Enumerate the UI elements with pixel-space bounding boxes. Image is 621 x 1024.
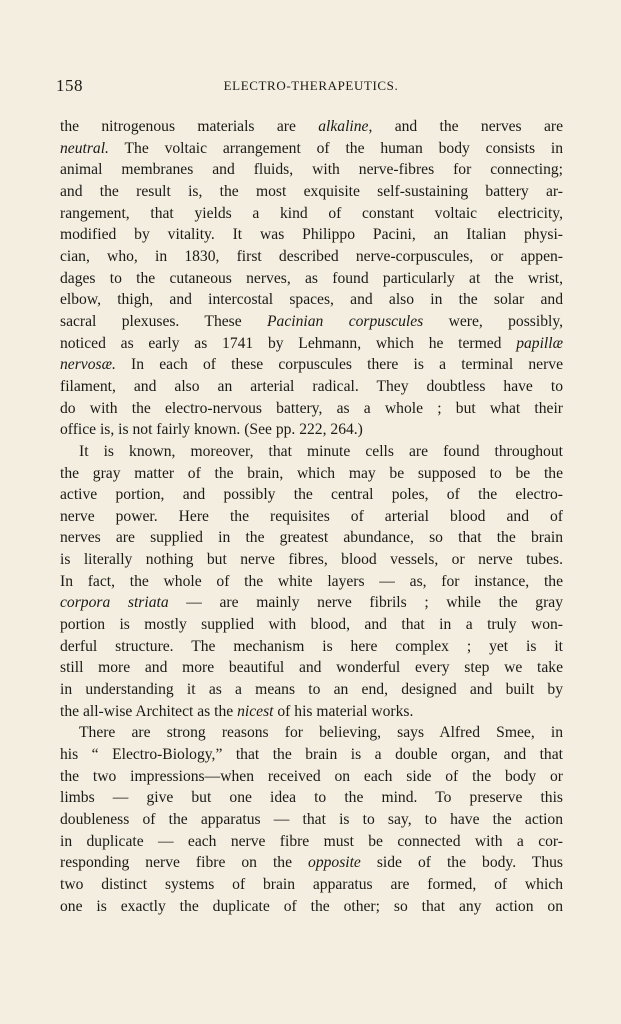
italic-text: corpora striata	[60, 594, 169, 612]
text-line	[60, 679, 563, 701]
text-line	[60, 571, 563, 593]
text-run: the two impressions—when received on each side of the body or	[60, 767, 563, 785]
text-run: In each of these corpuscules there is a terminal nerve	[115, 356, 563, 374]
text-run: noticed as early as 1741 by Lehmann, which he termed	[60, 334, 517, 352]
text-run: two distinct systems of brain apparatus are formed, of which	[60, 875, 563, 893]
text-run: filament, and also an arterial radical. They doubtless have to	[60, 377, 563, 395]
text-line	[60, 722, 563, 744]
text-line	[60, 398, 563, 420]
text-line	[60, 549, 563, 571]
text-line	[60, 376, 563, 398]
italic-text: alkaline	[318, 118, 369, 135]
text-run: in duplicate — each nerve fibre must be connected with a cor-	[60, 832, 563, 850]
text-run: his “ Electro-Biology,” that the brain is a double organ, and that	[60, 746, 563, 764]
text-run: cian, who, in 1830, first described nerve-corpuscules, or appen-	[60, 247, 563, 265]
italic-text: nervosæ.	[60, 356, 116, 374]
text-line	[60, 311, 563, 333]
text-run: The voltaic arrangement of the human body consists in	[108, 139, 563, 157]
text-run: There are strong reasons for believing, says Alfred Smee, in	[79, 724, 563, 742]
text-line	[60, 744, 563, 766]
text-line	[60, 463, 563, 485]
text-line	[60, 527, 563, 549]
italic-text: papillæ	[516, 334, 563, 352]
text-run: still more and more beautiful and wonderful every step we take	[60, 659, 563, 677]
text-run: is literally nothing but nerve fibres, blood vessels, or nerve tubes.	[60, 551, 563, 569]
text-run: portion is mostly supplied with blood, and that in a truly won-	[60, 616, 563, 634]
text-run: In fact, the whole of the white layers — as, for instance, the	[60, 572, 563, 590]
text-line	[60, 333, 563, 355]
text-line	[60, 268, 563, 290]
text-line	[60, 809, 563, 831]
text-line	[60, 289, 563, 311]
text-run: side of the body. Thus	[360, 854, 563, 872]
text-run: responding nerve fibre on the	[60, 854, 309, 872]
text-run: nerves are supplied in the greatest abundance, so that the brain	[60, 529, 563, 547]
text-line	[60, 896, 563, 918]
text-line	[60, 419, 563, 441]
text-line	[60, 354, 563, 376]
text-line	[60, 506, 563, 528]
text-line	[60, 874, 563, 896]
text-run: in understanding it as a means to an end, designed and built by	[60, 681, 563, 699]
text-run: , and the nerves are	[368, 118, 563, 135]
text-run: active portion, and possibly the central poles, of the electro-	[60, 486, 563, 504]
text-line	[60, 852, 563, 874]
page-header	[56, 76, 566, 98]
page-number: 158	[56, 76, 83, 95]
text-line	[60, 138, 563, 160]
text-run: animal membranes and fluids, with nerve-fibres for connecting;	[60, 161, 563, 179]
body-text	[60, 116, 563, 917]
text-line	[60, 246, 563, 268]
italic-text: Pacinian corpuscules	[267, 312, 424, 330]
text-run: elbow, thigh, and intercostal spaces, and also in the solar and	[60, 291, 563, 309]
text-run: nerve power. Here the requisites of arterial blood and of	[60, 507, 563, 525]
italic-text: neutral.	[60, 139, 109, 157]
text-line	[60, 657, 563, 679]
text-line	[60, 484, 563, 506]
text-line	[60, 181, 563, 203]
text-run: were, possibly,	[423, 312, 564, 330]
text-run: sacral plexuses. These	[60, 312, 268, 330]
text-run: It is known, moreover, that minute cells are found throughout	[79, 442, 563, 460]
text-line	[60, 701, 563, 723]
text-run: derful structure. The mechanism is here complex ; yet is it	[60, 637, 563, 655]
text-line	[60, 592, 563, 614]
text-line	[60, 831, 563, 853]
text-line	[60, 441, 563, 463]
text-run: doubleness of the apparatus — that is to say, to have the action	[60, 811, 563, 828]
text-run: one is exactly the duplicate of the other; so that any action on	[60, 897, 563, 915]
text-run: the all-wise Architect as the	[60, 702, 238, 720]
text-line	[60, 224, 563, 246]
text-run: office is, is not fairly known. (See pp. 222, 264.)	[60, 421, 363, 439]
text-run: — are mainly nerve fibrils ; while the gray	[168, 594, 563, 612]
text-line	[60, 787, 563, 809]
text-line	[60, 159, 563, 181]
text-run: limbs — give but one idea to the mind. To preserve this	[60, 789, 563, 807]
text-run: the gray matter of the brain, which may be supposed to be the	[60, 464, 563, 482]
text-run: the nitrogenous materials are	[60, 118, 319, 135]
text-run: dages to the cutaneous nerves, as found particularly at the wrist,	[60, 269, 563, 287]
text-line	[60, 614, 563, 636]
text-line	[60, 116, 563, 138]
italic-text: opposite	[308, 854, 361, 872]
text-line	[60, 766, 563, 788]
text-run: modified by vitality. It was Philippo Pacini, an Italian physi-	[60, 226, 563, 244]
italic-text: nicest	[237, 702, 274, 720]
text-line	[60, 203, 563, 225]
text-run: of his material works.	[273, 702, 414, 720]
text-run: rangement, that yields a kind of constant voltaic electricity,	[60, 204, 563, 222]
text-line	[60, 636, 563, 658]
text-run: and the result is, the most exquisite self-sustaining battery ar-	[60, 182, 563, 200]
text-run: do with the electro-nervous battery, as a whole ; but what their	[60, 399, 563, 417]
running-title: ELECTRO-THERAPEUTICS.	[223, 78, 399, 93]
